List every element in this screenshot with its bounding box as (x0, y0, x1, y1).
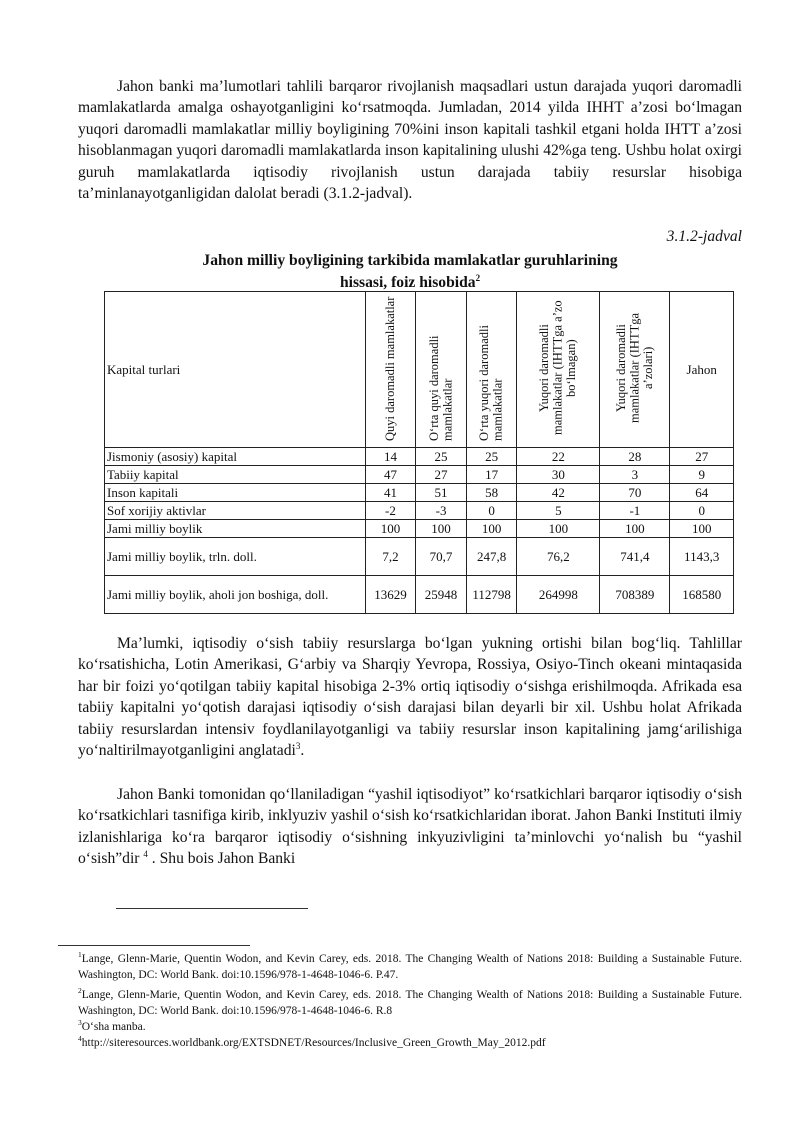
header-high-income-non-oecd (517, 292, 600, 448)
paragraph-green-economy-text: Jahon Banki tomonidan qo‘llaniladigan “yashil iqtisodiyot” ko‘rsatkichlari barqaror iqtisodiy o‘sish ko‘rsatkichlari tasnifiga kirib, inklyuziv yashil o‘sish ko‘rsatkichlaridan iborat. Jahon Banki Instituti ilmiy izlanishlariga ko‘ra barqaror iqtisodiy o‘sishning inkyuzivligini ta’minlovchi yo‘nalish bu “yashil o‘sish”dir (78, 786, 742, 868)
table-cell: 27 (416, 466, 467, 484)
table-cell: 0 (670, 502, 734, 520)
table-cell: 100 (600, 520, 670, 538)
table-title-line2 (100, 272, 720, 294)
table-number: 3.1.2-jadval (666, 228, 742, 245)
header-upper-middle-income (466, 292, 517, 448)
footnote-separator (58, 945, 250, 946)
table-cell: -2 (365, 502, 416, 520)
footnote-3-number: 3 (78, 1018, 82, 1028)
footnote-4-text: http://siteresources.worldbank.org/EXTSDNET/Resources/Inclusive_Green_Growth_May_2012.pdf (81, 1037, 546, 1049)
table-cell: 25948 (416, 576, 467, 614)
paragraph-green-economy (78, 784, 742, 870)
header-low-income-text: Quyi daromadli mamlakatlar (382, 296, 397, 441)
footnote-3-text: O‘sha manba. (81, 1021, 146, 1033)
table-cell: 5 (517, 502, 600, 520)
table-cell: 30 (517, 466, 600, 484)
table-title (100, 250, 720, 293)
table-cell: 9 (670, 466, 734, 484)
table-cell: 100 (670, 520, 734, 538)
header-world: Jahon (670, 292, 734, 448)
table-cell: 25 (466, 448, 517, 466)
table-row (105, 466, 734, 484)
footnote-2 (78, 987, 742, 1019)
table-cell: 70,7 (416, 538, 467, 576)
table-title-text: hissasi, foiz hisobida (339, 273, 476, 291)
row-label: Jami milliy boylik (105, 520, 366, 538)
table-cell: 741,4 (600, 538, 670, 576)
table-cell: 13629 (365, 576, 416, 614)
table-cell: 112798 (466, 576, 517, 614)
row-label: Jami milliy boylik, aholi jon boshiga, doll. (105, 576, 366, 614)
table-cell: 264998 (517, 576, 600, 614)
footnote-4-number: 4 (78, 1034, 82, 1044)
footnote-ref-2: 2 (475, 272, 481, 283)
table-cell: 100 (517, 520, 600, 538)
table-row (105, 448, 734, 466)
table-cell: 70 (600, 484, 670, 502)
row-label: Inson kapitali (105, 484, 366, 502)
table-cell: 64 (670, 484, 734, 502)
table-cell: 47 (365, 466, 416, 484)
table-cell: 58 (466, 484, 517, 502)
table-cell: 51 (416, 484, 467, 502)
table-cell: 247,8 (466, 538, 517, 576)
table-cell: 17 (466, 466, 517, 484)
table-row (105, 576, 734, 614)
footnote-1-number: 1 (78, 950, 82, 960)
row-label: Jami milliy boylik, trln. doll. (105, 538, 366, 576)
paragraph-growth-tail: . (300, 742, 305, 760)
row-label: Jismoniy (asosiy) kapital (105, 448, 366, 466)
paragraph-intro (78, 76, 742, 204)
footnote-2-number: 2 (78, 986, 82, 996)
header-capital-types: Kapital turlari (105, 292, 366, 448)
paragraph-growth-text: Ma’lumki, iqtisodiy o‘sish tabiiy resurslarga bo‘lgan yukning ortishi bilan bog‘liq. Tahlillar ko‘rsatishicha, Lotin Amerikasi, G‘arbiy va Sharqiy Yevropa, Rossiya, Osiyo-Tinch okeani mintaqasida har bir foizi yo‘qotilgan tabiiy kapital hisobiga 2-3% ortiq iqtisodiy o‘sishga erishilmoqda. Afrikada esa tabiiy kapitalni yo‘qotish darajasi iqtisodiy o‘sish darajasi bilan deyarli bir xil. Ushbu holat Afrikada tabiiy resurslardan intensiv foydlanilayotganligi va tabiiy resurslar inson kapitalining jamg‘arilishiga yo‘naltirilmayotganligini anglatadi (78, 635, 742, 760)
header-lower-middle-income-text: O‘rta quyi daromadli mamlakatlar (426, 334, 455, 441)
table-header-row (105, 292, 734, 448)
table-cell: 7,2 (365, 538, 416, 576)
table-cell: 0 (466, 502, 517, 520)
table-cell: 14 (365, 448, 416, 466)
table-cell: 100 (365, 520, 416, 538)
footnote-2-text: Lange, Glenn-Marie, Quentin Wodon, and Kevin Carey, eds. 2018. The Changing Wealth of Nations 2018: Building a Sustainable Future. Washington, DC: World Bank. doi:10.1596/978-1-4648-1046-6. R.8 (78, 989, 742, 1017)
table-row (105, 484, 734, 502)
table-cell: -3 (416, 502, 467, 520)
table-cell: 708389 (600, 576, 670, 614)
table-cell: 25 (416, 448, 467, 466)
header-high-income-oecd (600, 292, 670, 448)
table-row (105, 520, 734, 538)
table-cell: 27 (670, 448, 734, 466)
table-cell: 42 (517, 484, 600, 502)
table-cell: 3 (600, 466, 670, 484)
separator-line (116, 908, 308, 909)
table-cell: 1143,3 (670, 538, 734, 576)
footnote-ref-4: 4 (143, 849, 148, 860)
table-row (105, 502, 734, 520)
footnote-1-text: Lange, Glenn-Marie, Quentin Wodon, and Kevin Carey, eds. 2018. The Changing Wealth of Nations 2018: Building a Sustainable Future. Washington, DC: World Bank. doi:10.1596/978-1-4648-1046-6. P.47. (78, 953, 742, 981)
footnote-1 (78, 951, 742, 983)
header-high-income-non-oecd-text: Yuqori daromadli mamlakatlar (IHTTga a’zo bo‘lmagan) (537, 300, 579, 435)
table-cell: 28 (600, 448, 670, 466)
table-cell: 41 (365, 484, 416, 502)
paragraph-growth (78, 633, 742, 761)
header-low-income (365, 292, 416, 448)
table-cell: 100 (416, 520, 467, 538)
row-label: Tabiiy kapital (105, 466, 366, 484)
table-cell: -1 (600, 502, 670, 520)
table-cell: 100 (466, 520, 517, 538)
table-cell: 168580 (670, 576, 734, 614)
table-cell: 76,2 (517, 538, 600, 576)
wealth-table (104, 291, 734, 614)
paragraph-green-economy-tail: . Shu bois Jahon Banki (147, 850, 296, 868)
footnote-3 (78, 1019, 742, 1035)
header-upper-middle-income-text: O‘rta yuqori daromadli mamlakatlar (477, 324, 505, 441)
header-high-income-oecd-text: Yuqori daromadli mamlakatlar (IHTTga a’zolari) (613, 312, 655, 423)
footnote-4 (78, 1035, 742, 1051)
row-label: Sof xorijiy aktivlar (105, 502, 366, 520)
footnote-ref-3: 3 (295, 740, 301, 751)
table-cell: 22 (517, 448, 600, 466)
header-lower-middle-income (416, 292, 467, 448)
table-row (105, 538, 734, 576)
paragraph-intro-text: Jahon banki ma’lumotlari tahlili barqaror rivojlanish maqsadlari ustun darajada yuqori daromadli mamlakatlarda amalga oshayotganligini ko‘rsatmoqda. Jumladan, 2014 yilda IHHT a’zosi bo‘lmagan yuqori daromadli mamlakatlar milliy boyligining 70%ini inson kapitali tashkil etgani holda IHTT a’zosi hisoblanmagan yuqori daromadli mamlakatlarda inson kapitalining ulushi 42%ga teng. Ushbu holat oxirgi guruh mamlakatlarda iqtisodiy rivojlanish ustun darajada tabiiy resurslar hisobiga ta’minlanayotganligidan dalolat beradi (3.1.2-jadval). (78, 78, 742, 203)
table-title-line1: Jahon milliy boyligining tarkibida mamlakatlar guruhlarining (202, 252, 618, 269)
